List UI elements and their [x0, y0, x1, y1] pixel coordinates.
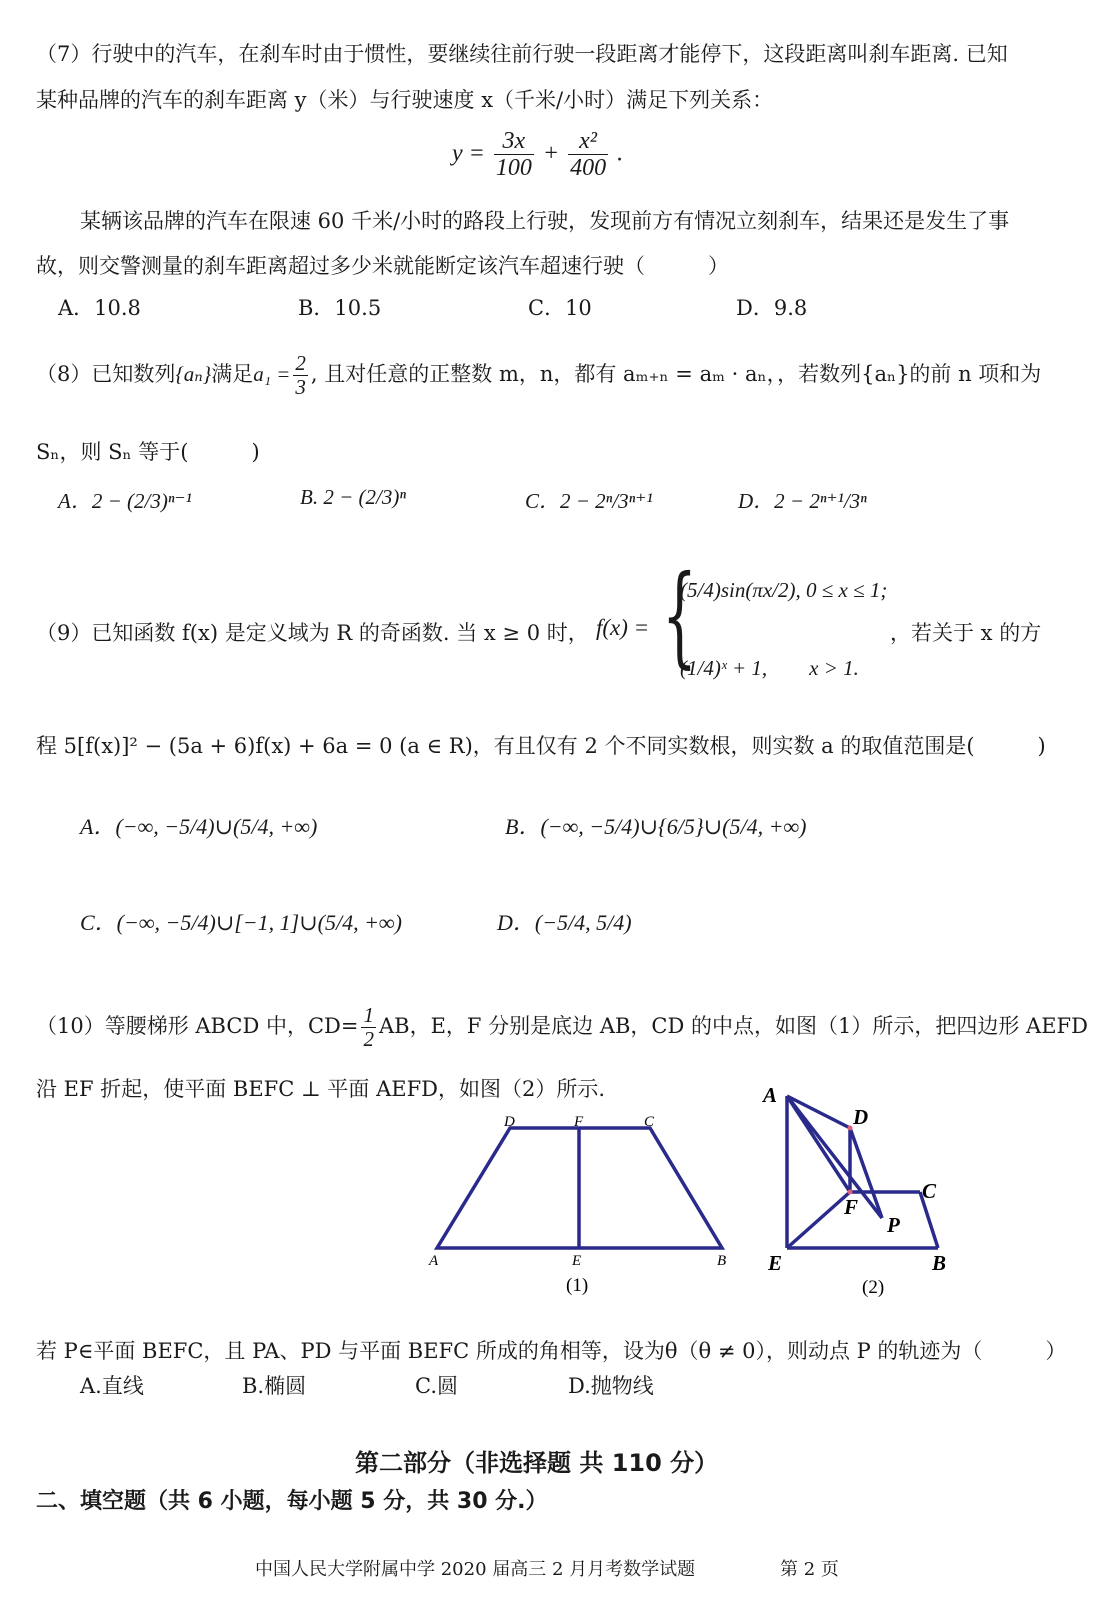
label-b: B	[717, 1253, 727, 1269]
q9-case1: (5/4)sin(πx/2), 0 ≤ x ≤ 1;	[680, 578, 888, 602]
q9-option-c: C．(−∞, −5/4)∪[−1, 1]∪(5/4, +∞)	[80, 910, 402, 935]
q8-line1: （8）已知数列{aₙ}满足a₁ = $\frac{2}{3}$ , 且对任意的正整数 m，n，都有 aₘ₊ₙ = aₘ · aₙ，，若数列{aₙ}的前 n 项和为	[36, 351, 1042, 400]
q7-option-b: B．10.5	[298, 296, 382, 320]
part2-title: 第二部分（非选择题 共 110 分）	[355, 1449, 719, 1477]
formula-end: .	[617, 140, 624, 167]
label-c: C	[922, 1179, 937, 1203]
label-c: C	[644, 1114, 655, 1130]
figure-2-folded	[760, 1080, 960, 1305]
q9-option-a: A．(−∞, −5/4)∪(5/4, +∞)	[80, 814, 318, 839]
q7-option-d: D．9.8	[736, 296, 808, 320]
q10-line2: 沿 EF 折起，使平面 BEFC ⊥ 平面 AEFD，如图（2）所示.	[36, 1077, 606, 1101]
q9-fx: f(x) =	[596, 615, 650, 640]
q10-option-b: B.椭圆	[242, 1374, 307, 1398]
section-fill-in-title: 二、填空题（共 6 小题，每小题 5 分，共 30 分.）	[36, 1489, 548, 1514]
q8-line2: Sₙ，则 Sₙ 等于( )	[36, 440, 260, 464]
q9-option-d: D．(−5/4, 5/4)	[497, 910, 632, 935]
q8-option-c: C．2 − 2ⁿ/3ⁿ⁺¹	[525, 489, 653, 513]
q8-option-a: A．2 − (2/3)ⁿ⁻¹	[58, 489, 192, 513]
label-d: D	[504, 1114, 515, 1130]
q9-line1b: ，若关于 x 的方	[890, 621, 1042, 645]
fraction-x2-400: $\frac{\text{x²}}{400}$	[570, 128, 607, 182]
label-f: F	[844, 1195, 859, 1219]
q9-option-b: B．(−∞, −5/4)∪{6/5}∪(5/4, +∞)	[505, 814, 807, 839]
vertex-d-dot	[848, 1126, 853, 1131]
q8-option-d: D．2 − 2ⁿ⁺¹/3ⁿ	[738, 489, 867, 513]
label-a: A	[763, 1083, 778, 1107]
q10-line1: （10）等腰梯形 ABCD 中，CD= $\frac{1}{2}$ AB，E，F 分别是底边 AB，CD 的中点，如图（1）所示，把四边形 AEFD	[36, 1003, 1088, 1052]
fraction-3x-100: $\frac{3x}{100}$	[495, 128, 532, 182]
label-a: A	[429, 1253, 439, 1269]
label-d: D	[853, 1105, 869, 1129]
plus-sign: +	[542, 140, 560, 167]
footer-page-number: 第 2 页	[780, 1559, 839, 1580]
label-b: B	[932, 1251, 947, 1275]
q7-option-a: A．10.8	[58, 296, 141, 320]
figure-1-trapezoid	[420, 1105, 740, 1305]
q10-option-a: A.直线	[80, 1374, 144, 1398]
label-p: P	[887, 1213, 900, 1237]
q8-option-b: B. 2 − (2/3)ⁿ	[300, 485, 406, 509]
q7-line2: 某种品牌的汽车的刹车距离 y（米）与行驶速度 x（千米/小时）满足下列关系：	[36, 88, 774, 112]
figure-2-caption: (2)	[862, 1277, 885, 1298]
fraction-2-3: $\frac{2}{3}$	[295, 351, 306, 400]
piecewise-brace: {	[662, 551, 697, 679]
q7-line1: （7）行驶中的汽车，在刹车时由于惯性，要继续往前行驶一段距离才能停下，这段距离叫刹车距离. 已知	[36, 42, 1008, 66]
label-f: F	[574, 1114, 584, 1130]
label-e: E	[768, 1251, 783, 1275]
q7-line4: 故，则交警测量的刹车距离超过多少米就能断定该汽车超速行驶（ ）	[36, 254, 729, 278]
q7-formula	[452, 128, 623, 182]
label-e: E	[572, 1253, 582, 1269]
q9-case2: (1/4)ˣ + 1, x > 1.	[680, 656, 859, 680]
q7-option-c: C．10	[528, 296, 592, 320]
fraction-1-2: $\frac{1}{2}$	[363, 1003, 374, 1052]
q10-option-c: C.圆	[415, 1374, 458, 1398]
q10-line3: 若 P∈平面 BEFC，且 PA、PD 与平面 BEFC 所成的角相等，设为θ（θ ≠ 0），则动点 P 的轨迹为（ ）	[36, 1339, 1067, 1363]
vertex-f-dot	[848, 1190, 853, 1195]
q10-option-d: D.抛物线	[568, 1374, 654, 1398]
sequence-an: {aₙ}	[175, 362, 212, 387]
formula-lhs: y =	[452, 140, 485, 167]
figure-1-caption: (1)	[566, 1275, 589, 1296]
q7-line3: 某辆该品牌的汽车在限速 60 千米/小时的路段上行驶，发现前方有情况立刻刹车，结果还是发生了事	[80, 209, 1010, 233]
footer-school: 中国人民大学附属中学 2020 届高三 2 月月考数学试题	[255, 1559, 696, 1580]
q9-line1a: （9）已知函数 f(x) 是定义域为 R 的奇函数. 当 x ≥ 0 时，	[36, 621, 589, 645]
q9-line2: 程 5[f(x)]² − (5a + 6)f(x) + 6a = 0 (a ∈ R)，有且仅有 2 个不同实数根，则实数 a 的取值范围是( )	[36, 734, 1046, 758]
